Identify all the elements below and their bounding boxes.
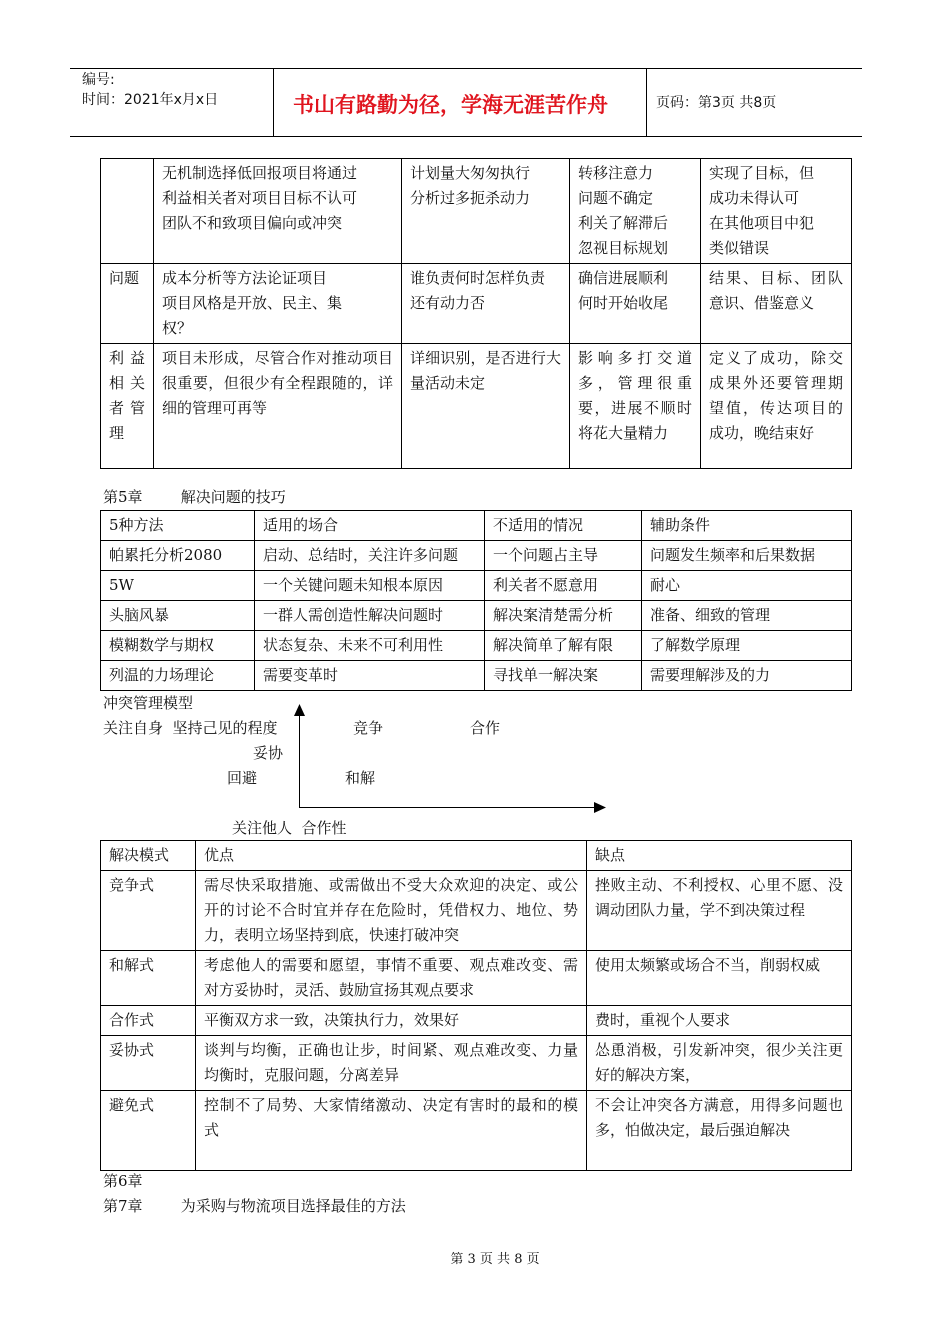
- column-header: 缺点: [587, 841, 852, 871]
- table-cell: 使用太频繁或场合不当，削弱权威: [587, 951, 852, 1006]
- cell-line: 成本分析等方法论证项目: [162, 269, 328, 287]
- table-row: [101, 661, 852, 691]
- table-cell: [402, 264, 570, 344]
- table-cell: [570, 264, 701, 344]
- chapter6-heading: 第6章: [103, 1172, 143, 1190]
- quadrant-cooperate: 合作: [470, 719, 501, 737]
- table-cell: 不会让冲突各方满意，用得多问题也多，怕做决定，最后强迫解决: [587, 1091, 852, 1171]
- table-cell: 一群人需创造性解决问题时: [255, 601, 485, 631]
- header-top-rule: [70, 68, 862, 69]
- table-row: [101, 541, 852, 571]
- table-cell: 需要理解涉及的力: [642, 661, 852, 691]
- table-row: [101, 344, 852, 469]
- table-cell: 问题发生频率和后果数据: [642, 541, 852, 571]
- x-axis-label: 关注他人 合作性: [232, 819, 347, 837]
- table-cell: 状态复杂、未来不可利用性: [255, 631, 485, 661]
- table-cell: 定义了成功，除交成果外还要管理期望值，传达项目的成功，晚结束好: [701, 344, 852, 469]
- quadrant-accommodate: 和解: [345, 769, 376, 787]
- table-cell: 利益相关者管理: [101, 344, 154, 469]
- table-row: [101, 871, 852, 951]
- y-axis-arrowhead-icon: [294, 704, 305, 716]
- x-axis-arrowhead-icon: [594, 802, 606, 813]
- cell-line: 忽视目标规划: [578, 239, 669, 257]
- conflict-model-title: 冲突管理模型: [103, 694, 194, 712]
- cell-line: 何时开始收尾: [578, 294, 669, 312]
- table-cell: [154, 264, 402, 344]
- cell-line: 分析过多扼杀动力: [410, 189, 531, 207]
- table-row: [101, 951, 852, 1006]
- cell-line: 成功未得认可: [709, 189, 800, 207]
- table-cell: 和解式: [101, 951, 196, 1006]
- table-cell: 考虑他人的需要和愿望，事情不重要、观点难改变、需对方妥协时，灵活、鼓励宣扬其观点要求: [196, 951, 587, 1006]
- chapter5-heading: 第5章 解决问题的技巧: [103, 488, 286, 506]
- table-row: [101, 601, 852, 631]
- cell-line: 无机制选择低回报项目将通过: [162, 164, 358, 182]
- cell-line: 计划量大匆匆执行: [410, 164, 531, 182]
- header-meta: [82, 70, 218, 110]
- table-cell: [701, 159, 852, 264]
- table-cell: 影响多打交道多，管理很重要，进展不顺时将花大量精力: [570, 344, 701, 469]
- table-cell: [570, 159, 701, 264]
- cell-line: 还有动力否: [410, 294, 486, 312]
- page-number-label: 页码：第3页 共8页: [656, 95, 777, 111]
- table-row: [101, 1036, 852, 1091]
- x-axis-line: [299, 807, 595, 808]
- table-cell: 避免式: [101, 1091, 196, 1171]
- table-cell: 谈判与均衡，正确也让步，时间紧、观点难改变、力量均衡时，克服问题，分离差异: [196, 1036, 587, 1091]
- y-axis-label: 关注自身 坚持己见的程度: [103, 719, 278, 737]
- table-cell: 控制不了局势、大家情绪激动、决定有害时的最和的模式: [196, 1091, 587, 1171]
- table-cell: 妥协式: [101, 1036, 196, 1091]
- column-header: 不适用的情况: [485, 511, 642, 541]
- table-row: [101, 159, 852, 264]
- project-phase-table: [100, 158, 852, 469]
- chapter7-heading: 第7章 为采购与物流项目选择最佳的方法: [103, 1197, 406, 1215]
- column-header: 辅助条件: [642, 511, 852, 541]
- table-cell: 头脑风暴: [101, 601, 255, 631]
- table-cell: 问题: [101, 264, 154, 344]
- table-cell: 利关者不愿意用: [485, 571, 642, 601]
- column-header: 解决模式: [101, 841, 196, 871]
- table-cell: 帕累托分析2080: [101, 541, 255, 571]
- table-cell: 了解数学原理: [642, 631, 852, 661]
- table-cell: 需要变革时: [255, 661, 485, 691]
- table-cell: 竞争式: [101, 871, 196, 951]
- cell-line: 项目风格是开放、民主、集: [162, 294, 343, 312]
- cell-line: 问题不确定: [578, 189, 654, 207]
- table-row: [101, 571, 852, 601]
- problem-solving-table: [100, 510, 852, 691]
- cell-line: 类似错误: [709, 239, 770, 257]
- header-motto: 书山有路勤为径，学海无涯苦作舟: [293, 93, 608, 117]
- y-axis-line: [299, 714, 300, 808]
- header-divider-left: [273, 68, 274, 136]
- cell-line: 利益相关者对项目目标不认可: [162, 189, 358, 207]
- table-cell: [101, 159, 154, 264]
- quadrant-compete: 竞争: [353, 719, 384, 737]
- table-cell: 项目未形成，尽管合作对推动项目很重要，但很少有全程跟随的，详细的管理可再等: [154, 344, 402, 469]
- table-cell: 怂恿消极，引发新冲突，很少关注更好的解决方案，: [587, 1036, 852, 1091]
- cell-line: 实现了目标，但: [709, 164, 815, 182]
- page-footer: 第 3 页 共 8 页: [450, 1252, 540, 1267]
- table-cell: 费时，重视个人要求: [587, 1006, 852, 1036]
- cell-line: 权？: [162, 319, 193, 337]
- table-cell: 解决案清楚需分析: [485, 601, 642, 631]
- quadrant-avoid: 回避: [227, 769, 258, 787]
- table-cell: 详细识别，是否进行大量活动未定: [402, 344, 570, 469]
- table-header-row: [101, 511, 852, 541]
- table-cell: 5W: [101, 571, 255, 601]
- cell-line: 确信进展顺利: [578, 269, 669, 287]
- table-cell: 列温的力场理论: [101, 661, 255, 691]
- conflict-mode-table: [100, 840, 852, 1171]
- table-cell: 一个关键问题未知根本原因: [255, 571, 485, 601]
- cell-line: 谁负责何时怎样负责: [410, 269, 546, 287]
- column-header: 5种方法: [101, 511, 255, 541]
- table-cell: [154, 159, 402, 264]
- table-row: [101, 631, 852, 661]
- table-cell: 准备、细致的管理: [642, 601, 852, 631]
- table-cell: 合作式: [101, 1006, 196, 1036]
- cell-line: 团队不和致项目偏向或冲突: [162, 214, 343, 232]
- table-cell: 结果、目标、团队意识、借鉴意义: [701, 264, 852, 344]
- table-cell: 平衡双方求一致，决策执行力，效果好: [196, 1006, 587, 1036]
- quadrant-compromise: 妥协: [253, 744, 284, 762]
- header-divider-right: [646, 68, 647, 136]
- table-header-row: [101, 841, 852, 871]
- header-bottom-rule: [70, 136, 862, 137]
- document-date-label: 时间：2021年x月x日: [82, 92, 219, 108]
- table-row: [101, 1091, 852, 1171]
- cell-line: 转移注意力: [578, 164, 654, 182]
- table-cell: [402, 159, 570, 264]
- table-row: [101, 264, 852, 344]
- table-row: [101, 1006, 852, 1036]
- document-number-label: 编号:: [82, 72, 115, 88]
- cell-line: 在其他项目中犯: [709, 214, 815, 232]
- table-cell: 启动、总结时，关注许多问题: [255, 541, 485, 571]
- column-header: 适用的场合: [255, 511, 485, 541]
- cell-line: 利关了解滞后: [578, 214, 669, 232]
- table-cell: 挫败主动、不利授权、心里不愿、没调动团队力量，学不到决策过程: [587, 871, 852, 951]
- table-cell: 解决简单了解有限: [485, 631, 642, 661]
- table-cell: 模糊数学与期权: [101, 631, 255, 661]
- table-cell: 一个问题占主导: [485, 541, 642, 571]
- column-header: 优点: [196, 841, 587, 871]
- table-cell: 耐心: [642, 571, 852, 601]
- table-cell: 需尽快采取措施、或需做出不受大众欢迎的决定、或公开的讨论不合时宜并存在危险时，凭借权力、地位、势力，表明立场坚持到底，快速打破冲突: [196, 871, 587, 951]
- table-cell: 寻找单一解决案: [485, 661, 642, 691]
